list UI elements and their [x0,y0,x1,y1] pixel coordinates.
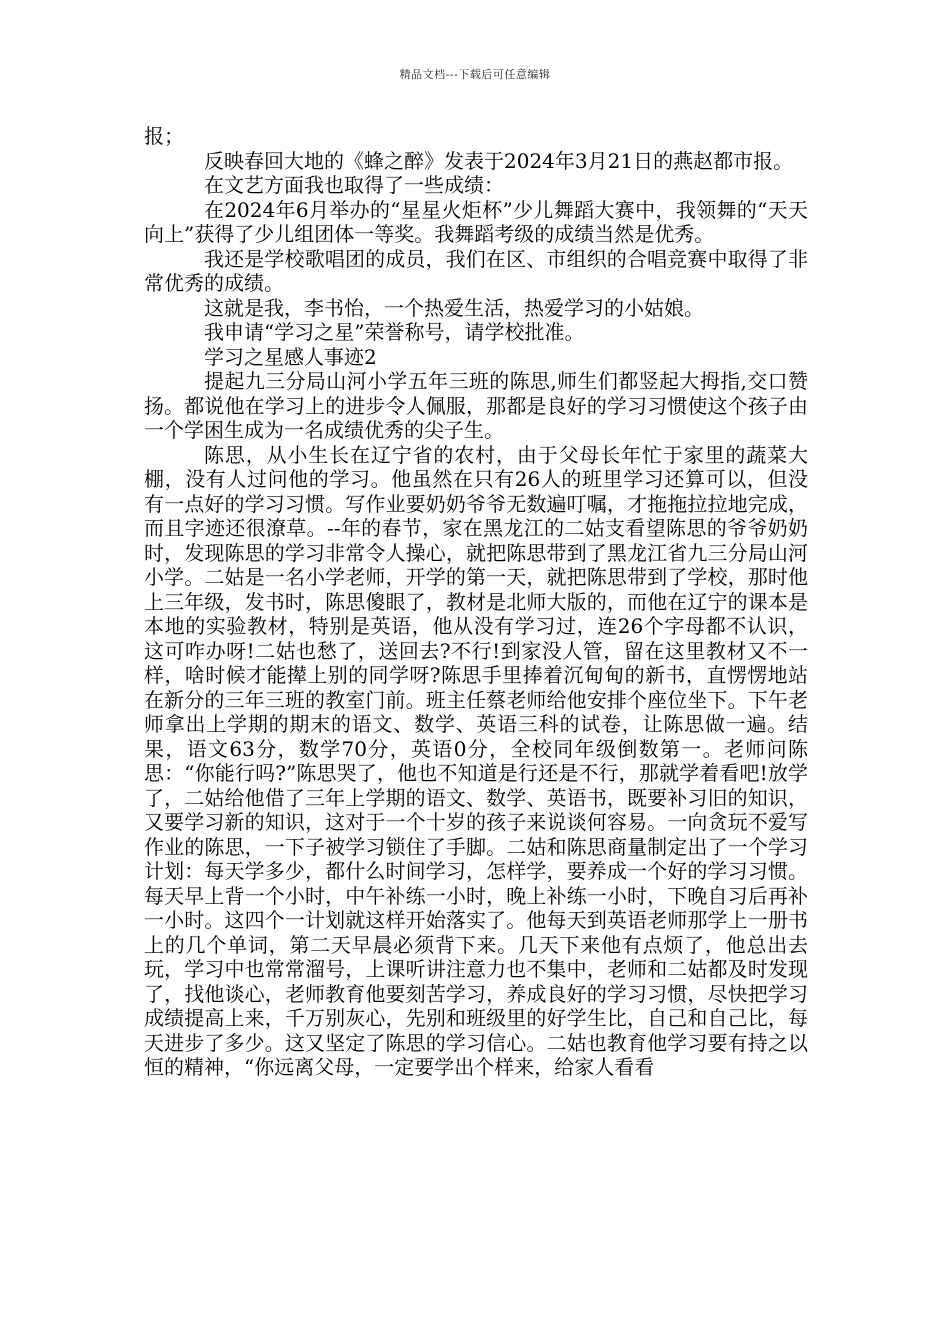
paragraph: 在文艺方面我也取得了一些成绩： [204,173,504,197]
paragraph: 我还是学校歌唱团的成员，我们在区、市组织的合唱竞赛中取得了非常优秀的成绩。 [144,246,808,295]
page-header: 精品文档---下载后可任意编辑 [399,68,551,81]
paragraph-continuation: 报； [144,124,184,148]
paragraph: 我申请“学习之星”荣誉称号，请学校批准。 [204,320,585,344]
paragraph: 反映春回大地的《蜂之醉》发表于2024年3月21日的燕赵都市报。 [204,148,794,173]
paragraph: 在2024年6月举办的“星星火炬杯”少儿舞蹈大赛中，我领舞的“天天向上”获得了少儿组团体一等奖。我舞蹈考级的成绩当然是优秀。 [144,197,808,246]
paragraph: 这就是我，李书怡，一个热爱生活，热爱学习的小姑娘。 [204,295,704,320]
document-body [144,124,808,1080]
paragraph: 提起九三分局山河小学五年三班的陈思,师生们都竖起大拇指,交口赞扬。都说他在学习上的进步令人佩服，那都是良好的学习习惯使这个孩子由一个学困生成为一名成绩优秀的尖子生。 [144,369,808,442]
section-title: 学习之星感人事迹2 [204,344,377,369]
paragraph: 陈思，从小生长在辽宁省的农村，由于父母长年忙于家里的蔬菜大棚，没有人过问他的学习。他虽然在只有26人的班里学习还算可以，但没有一点好的学习习惯。写作业要奶奶爷爷无数遍叮嘱，才拖拖拉拉地完成，而且字迹还很潦草。--年的春节，家在黑龙江的二姑支看望陈思的爷爷奶奶时，发现陈思的学习非常令人操心，就把陈思带到了黑龙江省九三分局山河小学。二姑是一名小学老师，开学的第一天，就把陈思带到了学校，那时他上三年级，发书时，陈思傻眼了，教材是北师大版的，而他在辽宁的课本是本地的实验教材，特别是英语，他从没有学习过，连26个字母都不认识，这可咋办呀!二姑也愁了，送回去?不行!到家没人管，留在这里教材又不一样，啥时候才能撵上别的同学呀?陈思手里捧着沉甸甸的新书，直愣愣地站在新分的三年三班的教室门前。班主任蔡老师给他安排个座位坐下。下午老师拿出上学期的期末的语文、数学、英语三科的试卷，让陈思做一遍。结果，语文63分，数学70分，英语0分，全校同年级倒数第一。老师问陈思：“你能行吗?”陈思哭了，他也不知道是行还是不行，那就学着看吧!放学了，二姑给他借了三年上学期的语文、数学、英语书，既要补习旧的知识，又要学习新的知识，这对于一个十岁的孩子来说谈何容易。一向贪玩不爱写作业的陈思，一下子被学习锁住了手脚。二姑和陈思商量制定出了一个学习计划：每天学多少，都什么时间学习，怎样学，要养成一个好的学习习惯。每天早上背一个小时，中午补练一小时，晚上补练一小时，下晚自习后再补一小时。这四个一计划就这样开始落实了。他每天到英语老师那学上一册书上的几个单词，第二天早晨必须背下来。几天下来他有点烦了，他总出去玩，学习中也常常溜号，上课听讲注意力也不集中，老师和二姑都及时发现了，找他谈心，老师教育他要刻苦学习，养成良好的学习习惯，尽快把学习成绩提高上来，千万别灰心，先别和班级里的好学生比，自己和自己比，每天进步了多少。这又坚定了陈思的学习信心。二姑也教育他学习要有持之以恒的精神，“你远离父母，一定要学出个样来，给家人看看 [144,442,808,1079]
